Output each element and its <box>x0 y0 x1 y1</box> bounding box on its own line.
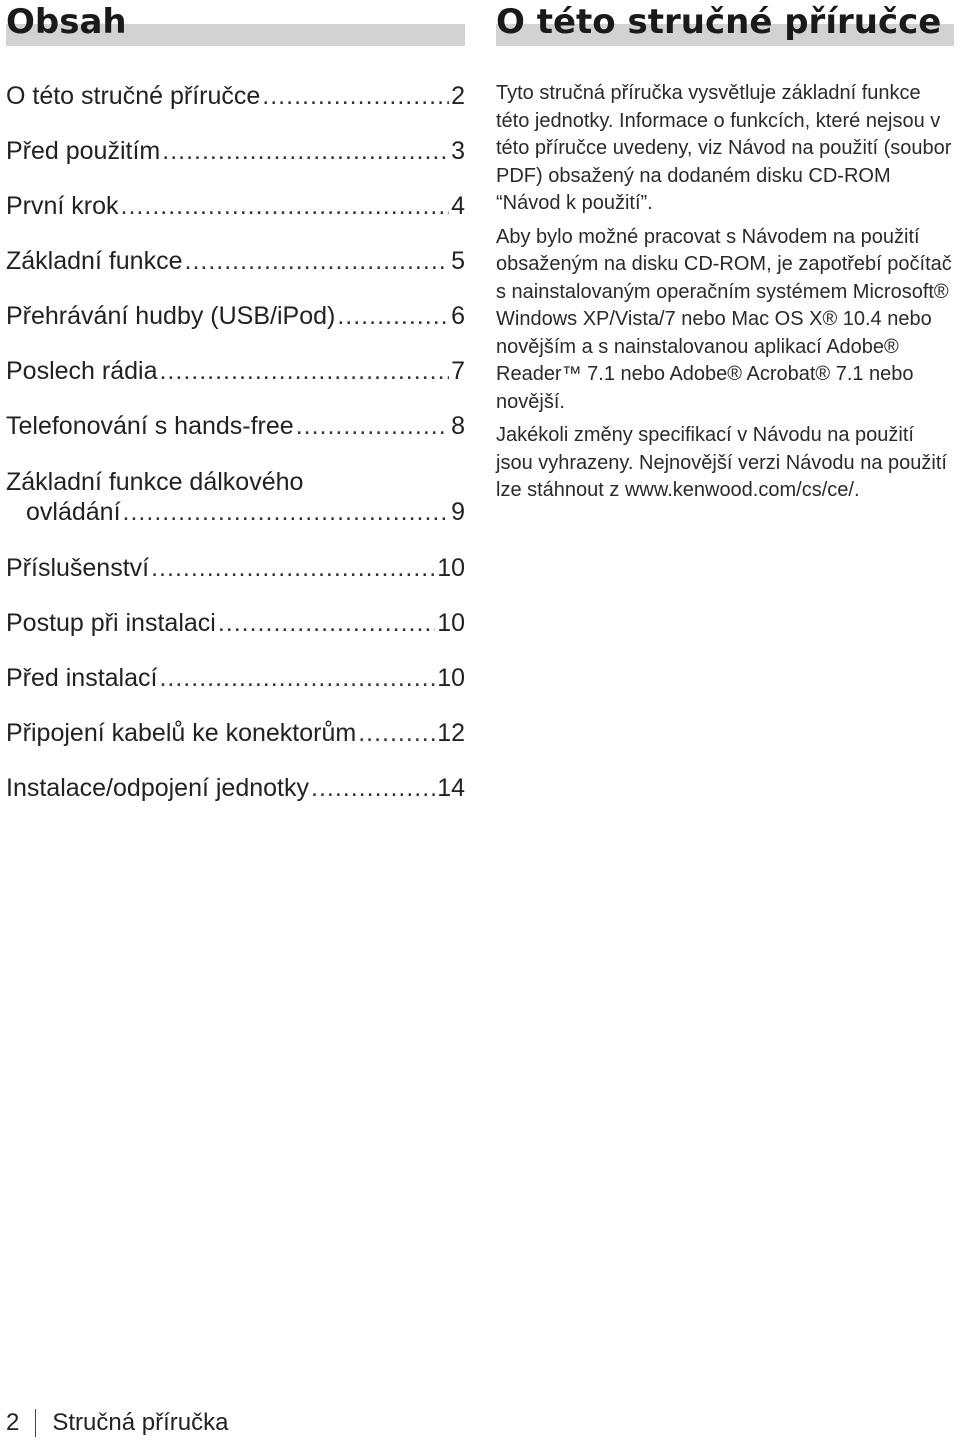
dot-leader <box>123 497 450 527</box>
about-paragraph: Jakékoli změny specifikací v Návodu na použití jsou vyhrazeny. Nejnovější verzi Návodu na použití lze stáhnout z www.kenwood.com/cs/ce/. <box>496 424 947 501</box>
toc-item[interactable] <box>6 411 465 441</box>
toc-item-page: 10 <box>437 609 465 637</box>
toc-item-title: Připojení kabelů ke konektorům <box>6 719 357 747</box>
dot-leader <box>358 718 435 748</box>
toc-item[interactable] <box>6 246 465 276</box>
toc-item[interactable] <box>6 136 465 166</box>
dot-leader <box>159 663 435 693</box>
dot-leader <box>151 553 435 583</box>
toc-item-title: Telefonování s hands-free <box>6 412 294 440</box>
toc-item-page: 10 <box>437 664 465 692</box>
about-body <box>496 80 954 511</box>
toc-item-title: Instalace/odpojení jednotky <box>6 774 309 802</box>
dot-leader <box>296 411 449 441</box>
about-paragraph: Tyto stručná příručka vysvětluje základní funkce této jednotky. Informace o funkcích, které nejsou v této příručce uvedeny, viz Návod na použití (soubor PDF) obsažený na dodaném disku CD-ROM “Návod k použití”. <box>496 82 952 214</box>
toc-item-title: Před instalací <box>6 664 158 692</box>
toc-item[interactable] <box>6 301 465 331</box>
about-section <box>496 0 954 501</box>
toc-item-title: O této stručné příručce <box>6 82 261 110</box>
toc-item-page: 3 <box>451 137 465 165</box>
toc-item-page: 8 <box>451 412 465 440</box>
dot-leader <box>159 356 449 386</box>
toc-item-title-line2: ovládání <box>26 498 121 526</box>
toc-item[interactable] <box>6 467 465 527</box>
toc-item[interactable] <box>6 81 465 111</box>
toc-item-page: 6 <box>451 302 465 330</box>
dot-leader <box>185 246 450 276</box>
toc-heading <box>6 0 465 46</box>
toc-item-title: Před použitím <box>6 137 161 165</box>
dot-leader <box>121 191 450 221</box>
toc-item[interactable] <box>6 553 465 583</box>
footer-label: Stručná příručka <box>52 1409 229 1436</box>
footer-divider <box>35 1409 36 1437</box>
dot-leader <box>218 608 435 638</box>
toc-item-title: Poslech rádia <box>6 357 158 385</box>
dot-leader <box>262 81 449 111</box>
toc-item-title: Postup při instalaci <box>6 609 216 637</box>
page-number: 2 <box>6 1409 20 1436</box>
toc-item-page: 5 <box>451 247 465 275</box>
toc-item-title: Příslušenství <box>6 554 150 582</box>
toc-item[interactable] <box>6 356 465 386</box>
about-heading-label: O této stručné příručce <box>496 2 942 42</box>
about-paragraph: Aby bylo možné pracovat s Návodem na použití obsaženým na disku CD-ROM, je zapotřebí počítač s nainstalovaným operačním systémem Microsoft® Windows XP/Vista/7 nebo Mac OS X® 10.4 nebo novějším a s nainstalovanou aplikací Adobe® Reader™ 7.1 nebo Adobe® Acrobat® 7.1 nebo novější. <box>496 225 952 413</box>
toc-item-page: 12 <box>437 719 465 747</box>
toc-item-page: 10 <box>437 554 465 582</box>
toc-item[interactable] <box>6 608 465 638</box>
dot-leader <box>337 301 449 331</box>
toc-item[interactable] <box>6 718 465 748</box>
toc-item-page: 7 <box>451 357 465 385</box>
toc-item-page: 4 <box>451 192 465 220</box>
toc-item-page: 2 <box>451 82 465 110</box>
toc-item-page: 9 <box>451 498 465 526</box>
table-of-contents <box>6 0 465 802</box>
toc-heading-label: Obsah <box>6 2 127 42</box>
toc-item[interactable] <box>6 191 465 221</box>
toc-item-title: První krok <box>6 192 119 220</box>
dot-leader <box>311 773 435 803</box>
dot-leader <box>162 136 449 166</box>
toc-item-title: Přehrávání hudby (USB/iPod) <box>6 302 336 330</box>
toc-item[interactable] <box>6 773 465 803</box>
toc-item-page: 14 <box>437 774 465 802</box>
toc-item-title: Základní funkce <box>6 247 183 275</box>
toc-item[interactable] <box>6 663 465 693</box>
about-heading <box>496 0 954 46</box>
page-footer <box>6 1406 228 1440</box>
toc-item-title-line1: Základní funkce dálkového <box>6 468 304 496</box>
